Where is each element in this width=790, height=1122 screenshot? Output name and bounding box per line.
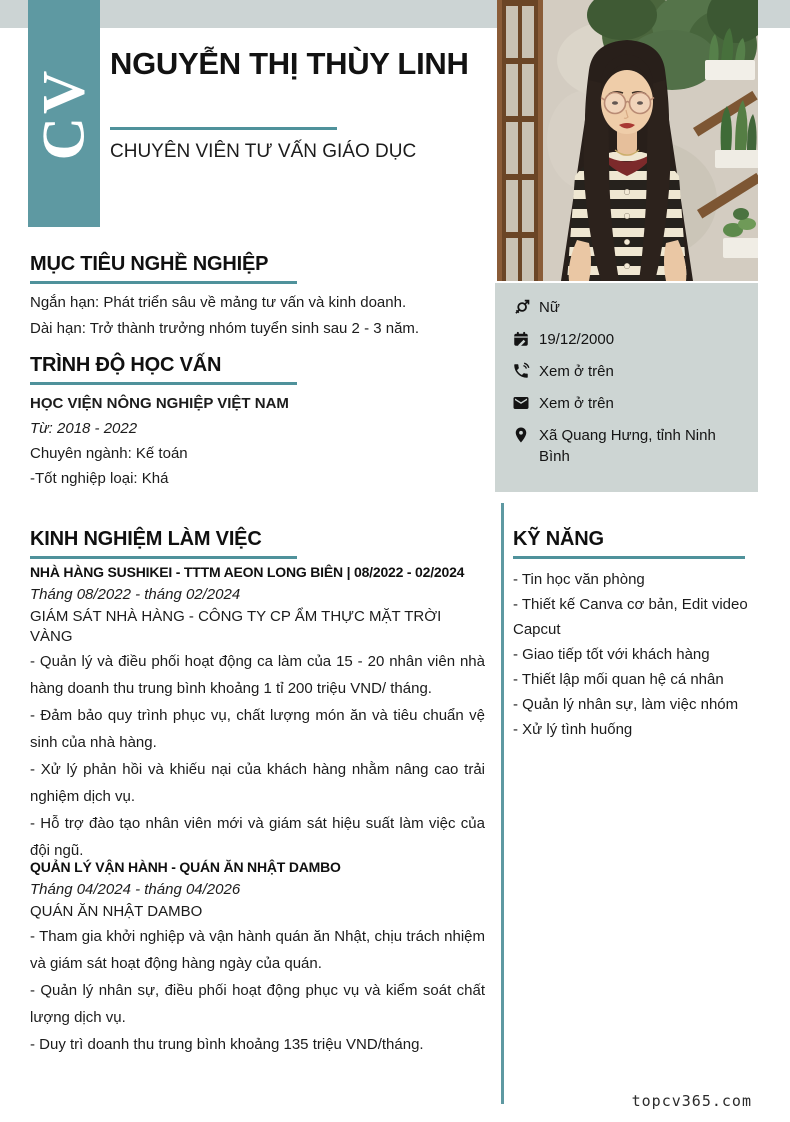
contact-value: Xã Quang Hưng, tỉnh Ninh Bình [539,427,716,465]
job-bullet: - Hỗ trợ đào tạo nhân viên mới và giám sát hiệu suất làm việc của đội ngũ. [30,815,485,859]
email-icon [512,394,530,412]
education-grade: -Tốt nghiệp loại: Khá [30,470,169,487]
section-experience [30,527,485,559]
section-skills [513,527,758,742]
section-education [30,353,485,491]
contact-row-phone [512,361,748,382]
job-bullet: - Tham gia khởi nghiệp và vận hành quán ăn Nhật, chịu trách nhiệm và giám sát hoạt động hàng ngày của quán. [30,928,485,972]
job-bullet: - Quản lý nhân sự, điều phối hoạt động phục vụ và kiểm soát chất lượng dịch vụ. [30,982,485,1026]
job-period: Tháng 08/2022 - tháng 02/2024 [30,586,241,603]
section-heading: KINH NGHIỆM LÀM VIỆC [30,528,262,550]
job-bullet: - Xử lý phản hồi và khiếu nại của khách hàng nhằm nâng cao trải nghiệm dịch vụ. [30,761,485,805]
contact-row-gender [512,297,748,318]
skill-item: - Tin học văn phòng [513,571,645,588]
job-title: NHÀ HÀNG SUSHIKEI - TTTM AEON LONG BIÊN | 08/2022 - 02/2024 [30,564,465,580]
section-heading: TRÌNH ĐỘ HỌC VẤN [30,354,222,376]
job-subtitle: GIÁM SÁT NHÀ HÀNG - CÔNG TY CP ẨM THỰC MẶT TRỜI VÀNG [30,608,442,645]
calendar-icon [512,330,530,348]
contact-value: 19/12/2000 [539,331,615,348]
contact-value: Nữ [539,299,560,316]
contact-row-birthday [512,329,748,350]
education-period: Từ: 2018 - 2022 [30,420,138,437]
education-school: HỌC VIỆN NÔNG NGHIỆP VIỆT NAM [30,395,289,412]
candidate-job-title: CHUYÊN VIÊN TƯ VẤN GIÁO DỤC [110,141,417,162]
cv-ribbon [28,0,100,227]
contact-value: Xem ở trên [539,363,614,380]
contact-row-email [512,393,748,414]
job-bullet: - Duy trì doanh thu trung bình khoảng 135 triệu VND/tháng. [30,1036,424,1053]
gender-icon [512,298,530,316]
section-objective [30,252,485,342]
skill-item: - Thiết lập mối quan hệ cá nhân [513,671,724,688]
job-period: Tháng 04/2024 - tháng 04/2026 [30,881,241,898]
skill-item: - Giao tiếp tốt với khách hàng [513,646,710,663]
section-heading: KỸ NĂNG [513,528,604,550]
name-underline [110,127,337,130]
profile-photo [497,0,758,281]
contact-panel [495,283,758,492]
objective-line: Dài hạn: Trở thành trưởng nhóm tuyển sinh sau 2 - 3 năm. [30,320,420,337]
section-rule [30,281,297,284]
experience-job-2 [30,857,485,1058]
experience-job-1 [30,562,485,864]
section-heading: MỤC TIÊU NGHỀ NGHIỆP [30,253,269,275]
right-column-divider [501,503,504,1104]
skill-item: - Thiết kế Canva cơ bản, Edit video Capcut [513,596,748,638]
phone-icon [512,362,530,380]
job-title: QUẢN LÝ VẬN HÀNH - QUÁN ĂN NHẬT DAMBO [30,859,341,875]
watermark: topcv365.com [631,1092,752,1110]
contact-value: Xem ở trên [539,395,614,412]
section-rule [30,556,297,559]
door-frame [497,0,543,281]
job-bullet: - Đảm bảo quy trình phục vụ, chất lượng món ăn và tiêu chuẩn vệ sinh của nhà hàng. [30,707,485,751]
candidate-name: NGUYỄN THỊ THÙY LINH [110,46,469,81]
education-major: Chuyên ngành: Kế toán [30,445,188,462]
section-rule [30,382,297,385]
skill-item: - Quản lý nhân sự, làm việc nhóm [513,696,739,713]
objective-line: Ngắn hạn: Phát triển sâu về mảng tư vấn và kinh doanh. [30,294,407,311]
cv-logo: CV [30,67,97,160]
contact-row-address [512,425,748,467]
skill-item: - Xử lý tình huống [513,721,633,738]
section-rule [513,556,745,559]
location-icon [512,426,530,444]
job-bullet: - Quản lý và điều phối hoạt động ca làm của 15 - 20 nhân viên nhà hàng doanh thu trung bình khoảng 1 tỉ 200 triệu VND/ tháng. [30,653,485,697]
job-subtitle: QUÁN ĂN NHẬT DAMBO [30,903,203,920]
